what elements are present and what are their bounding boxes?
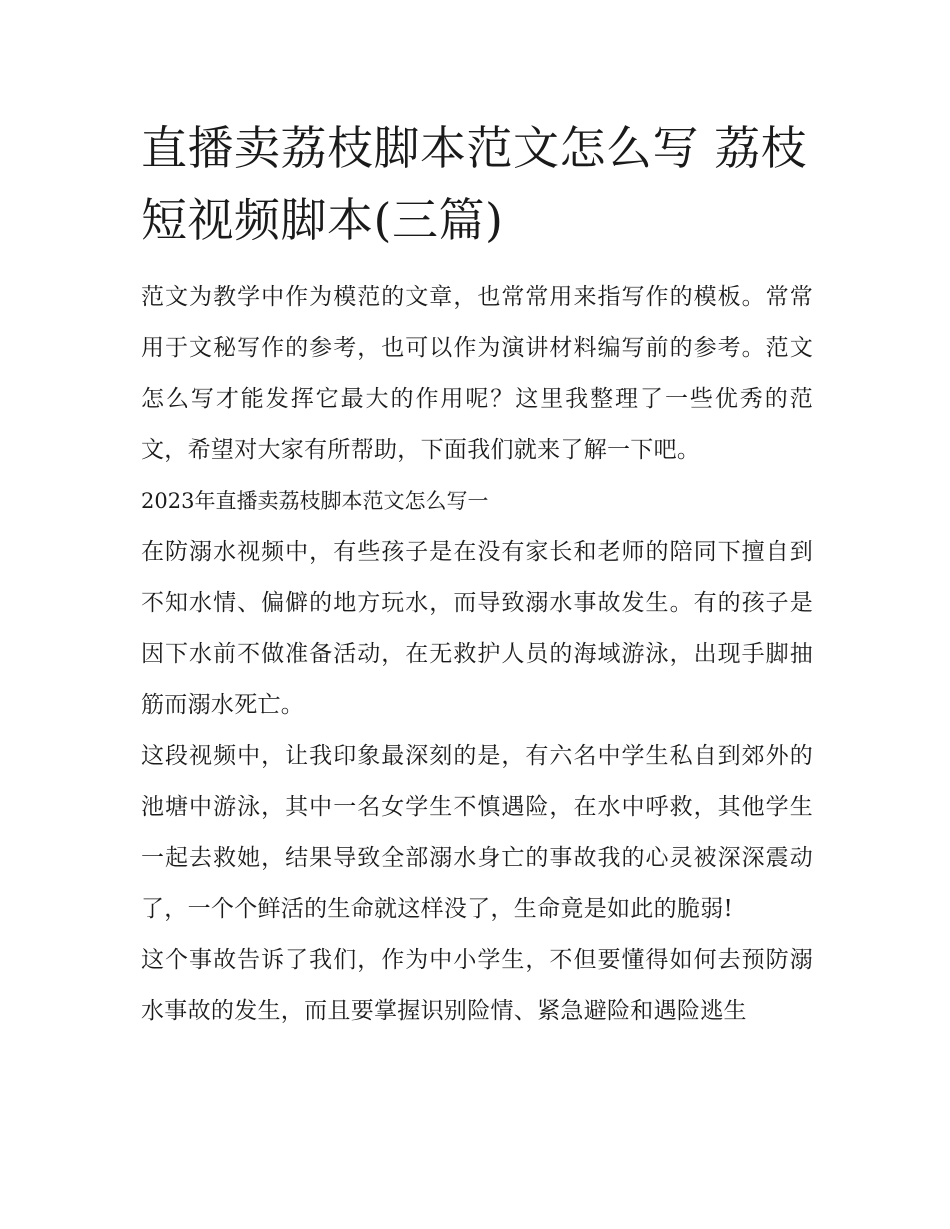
body-paragraph-1: 在防溺水视频中，有些孩子是在没有家长和老师的陪同下擅自到不知水情、偏僻的地方玩水，而导致溺水事故发生。有的孩子是因下水前不做准备活动，在无救护人员的海域游泳，出现手脚抽筋而溺水死亡。 [141,539,813,718]
body-paragraph-3: 这个事故告诉了我们，作为中小学生，不但要懂得如何去预防溺水事故的发生，而且要掌握识别险情、紧急避险和遇险逃生 [141,947,813,1024]
document-body [141,112,813,1037]
document-title: 直播卖荔枝脚本范文怎么写 荔枝短视频脚本(三篇) [141,121,808,247]
paragraph-list [141,272,813,1037]
body-paragraph-2: 这段视频中，让我印象最深刻的是，有六名中学生私自到郊外的池塘中游泳，其中一名女学生不慎遇险，在水中呼救，其他学生一起去救她，结果导致全部溺水身亡的事故我的心灵被深深震动了，一个个鲜活的生命就这样没了，生命竟是如此的脆弱! [141,743,813,922]
section-heading: 2023年直播卖荔枝脚本范文怎么写一 [141,489,489,513]
intro-paragraph: 范文为教学中作为模范的文章，也常常用来指写作的模板。常常用于文秘写作的参考，也可以作为演讲材料编写前的参考。范文怎么写才能发挥它最大的作用呢？这里我整理了一些优秀的范文，希望对大家有所帮助，下面我们就来了解一下吧。 [141,284,813,463]
